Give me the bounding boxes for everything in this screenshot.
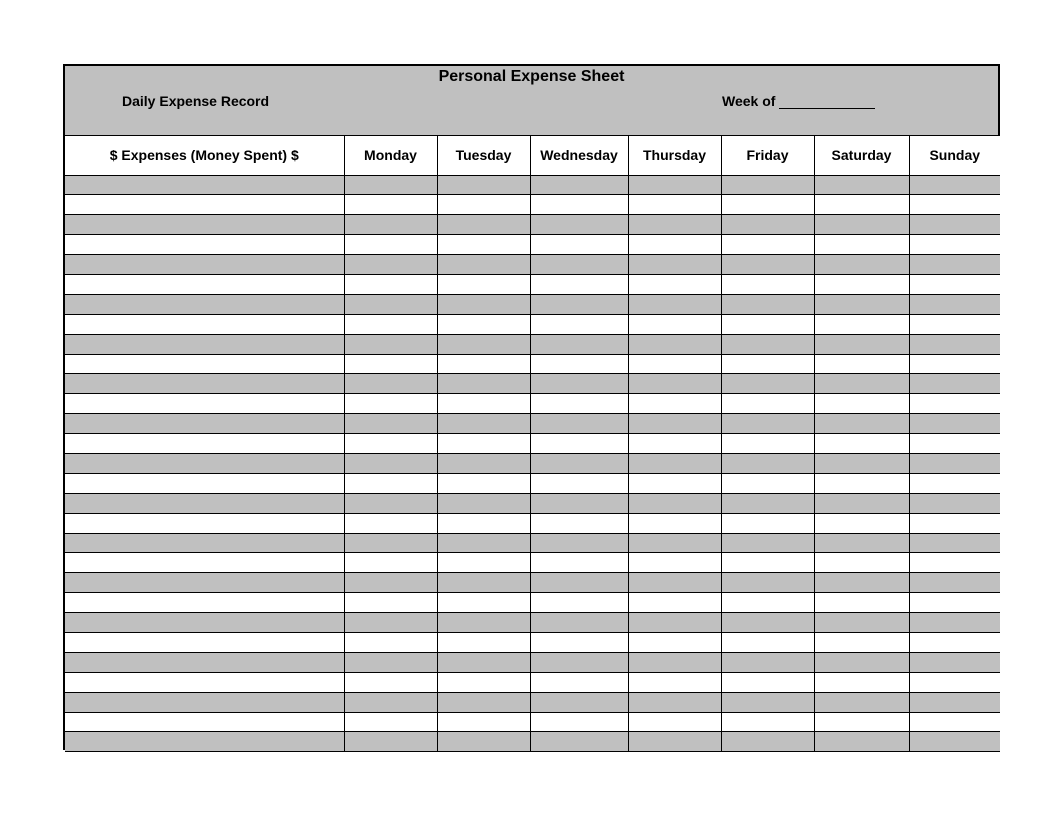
expense-cell[interactable]: [65, 632, 344, 652]
table-row: [65, 175, 1000, 195]
thursday-cell[interactable]: [628, 434, 721, 454]
tuesday-cell[interactable]: [437, 493, 530, 513]
friday-cell[interactable]: [721, 175, 814, 195]
monday-cell[interactable]: [344, 414, 437, 434]
saturday-cell[interactable]: [814, 334, 909, 354]
monday-cell[interactable]: [344, 712, 437, 732]
wednesday-cell[interactable]: [530, 314, 628, 334]
monday-cell[interactable]: [344, 573, 437, 593]
table-row: [65, 573, 1000, 593]
thursday-cell[interactable]: [628, 493, 721, 513]
wednesday-cell[interactable]: [530, 195, 628, 215]
wednesday-cell[interactable]: [530, 255, 628, 275]
wednesday-cell[interactable]: [530, 732, 628, 752]
wednesday-cell[interactable]: [530, 175, 628, 195]
wednesday-cell[interactable]: [530, 712, 628, 732]
monday-cell[interactable]: [344, 215, 437, 235]
tuesday-cell[interactable]: [437, 394, 530, 414]
monday-cell[interactable]: [344, 394, 437, 414]
saturday-cell[interactable]: [814, 294, 909, 314]
sunday-cell[interactable]: [909, 593, 1000, 613]
saturday-cell[interactable]: [814, 593, 909, 613]
monday-cell[interactable]: [344, 732, 437, 752]
monday-cell[interactable]: [344, 613, 437, 633]
saturday-cell[interactable]: [814, 274, 909, 294]
thursday-cell[interactable]: [628, 672, 721, 692]
tuesday-cell[interactable]: [437, 274, 530, 294]
wednesday-cell[interactable]: [530, 394, 628, 414]
week-of-blank[interactable]: [779, 94, 875, 109]
monday-cell[interactable]: [344, 195, 437, 215]
tuesday-cell[interactable]: [437, 434, 530, 454]
tuesday-cell[interactable]: [437, 652, 530, 672]
table-row: [65, 613, 1000, 633]
saturday-cell[interactable]: [814, 632, 909, 652]
sunday-cell[interactable]: [909, 235, 1000, 255]
sunday-cell[interactable]: [909, 553, 1000, 573]
table-row: [65, 632, 1000, 652]
expense-cell[interactable]: [65, 493, 344, 513]
table-row: [65, 473, 1000, 493]
sunday-cell[interactable]: [909, 513, 1000, 533]
sunday-cell[interactable]: [909, 672, 1000, 692]
sunday-cell[interactable]: [909, 652, 1000, 672]
table-row: [65, 195, 1000, 215]
table-row: [65, 394, 1000, 414]
sunday-cell[interactable]: [909, 613, 1000, 633]
friday-cell[interactable]: [721, 274, 814, 294]
column-header-monday: Monday: [344, 136, 437, 175]
tuesday-cell[interactable]: [437, 255, 530, 275]
monday-cell[interactable]: [344, 652, 437, 672]
table-row: [65, 374, 1000, 394]
table-row: [65, 652, 1000, 672]
monday-cell[interactable]: [344, 593, 437, 613]
friday-cell[interactable]: [721, 613, 814, 633]
friday-cell[interactable]: [721, 255, 814, 275]
sunday-cell[interactable]: [909, 394, 1000, 414]
wednesday-cell[interactable]: [530, 354, 628, 374]
monday-cell[interactable]: [344, 453, 437, 473]
expense-cell[interactable]: [65, 414, 344, 434]
expense-cell[interactable]: [65, 354, 344, 374]
wednesday-cell[interactable]: [530, 613, 628, 633]
sunday-cell[interactable]: [909, 493, 1000, 513]
monday-cell[interactable]: [344, 175, 437, 195]
wednesday-cell[interactable]: [530, 294, 628, 314]
expense-cell[interactable]: [65, 334, 344, 354]
wednesday-cell[interactable]: [530, 553, 628, 573]
wednesday-cell[interactable]: [530, 453, 628, 473]
sunday-cell[interactable]: [909, 175, 1000, 195]
monday-cell[interactable]: [344, 334, 437, 354]
table-row: [65, 593, 1000, 613]
expense-cell[interactable]: [65, 215, 344, 235]
thursday-cell[interactable]: [628, 414, 721, 434]
sunday-cell[interactable]: [909, 573, 1000, 593]
sunday-cell[interactable]: [909, 255, 1000, 275]
friday-cell[interactable]: [721, 652, 814, 672]
saturday-cell[interactable]: [814, 712, 909, 732]
table-row: [65, 732, 1000, 752]
wednesday-cell[interactable]: [530, 493, 628, 513]
tuesday-cell[interactable]: [437, 672, 530, 692]
expense-cell[interactable]: [65, 652, 344, 672]
friday-cell[interactable]: [721, 453, 814, 473]
thursday-cell[interactable]: [628, 394, 721, 414]
saturday-cell[interactable]: [814, 314, 909, 334]
tuesday-cell[interactable]: [437, 195, 530, 215]
thursday-cell[interactable]: [628, 314, 721, 334]
saturday-cell[interactable]: [814, 692, 909, 712]
saturday-cell[interactable]: [814, 573, 909, 593]
wednesday-cell[interactable]: [530, 374, 628, 394]
saturday-cell[interactable]: [814, 175, 909, 195]
monday-cell[interactable]: [344, 672, 437, 692]
wednesday-cell[interactable]: [530, 434, 628, 454]
wednesday-cell[interactable]: [530, 593, 628, 613]
friday-cell[interactable]: [721, 692, 814, 712]
wednesday-cell[interactable]: [530, 513, 628, 533]
wednesday-cell[interactable]: [530, 473, 628, 493]
sunday-cell[interactable]: [909, 414, 1000, 434]
expense-rows: [65, 175, 1000, 752]
thursday-cell[interactable]: [628, 334, 721, 354]
monday-cell[interactable]: [344, 314, 437, 334]
monday-cell[interactable]: [344, 274, 437, 294]
monday-cell[interactable]: [344, 294, 437, 314]
friday-cell[interactable]: [721, 354, 814, 374]
friday-cell[interactable]: [721, 513, 814, 533]
expense-cell[interactable]: [65, 732, 344, 752]
tuesday-cell[interactable]: [437, 712, 530, 732]
sunday-cell[interactable]: [909, 195, 1000, 215]
saturday-cell[interactable]: [814, 613, 909, 633]
thursday-cell[interactable]: [628, 692, 721, 712]
sunday-cell[interactable]: [909, 692, 1000, 712]
thursday-cell[interactable]: [628, 274, 721, 294]
tuesday-cell[interactable]: [437, 692, 530, 712]
thursday-cell[interactable]: [628, 573, 721, 593]
table-row: [65, 334, 1000, 354]
tuesday-cell[interactable]: [437, 473, 530, 493]
expense-cell[interactable]: [65, 473, 344, 493]
table-row: [65, 414, 1000, 434]
friday-cell[interactable]: [721, 294, 814, 314]
table-row: [65, 533, 1000, 553]
sunday-cell[interactable]: [909, 533, 1000, 553]
thursday-cell[interactable]: [628, 593, 721, 613]
friday-cell[interactable]: [721, 195, 814, 215]
expense-sheet: [63, 64, 1000, 750]
expense-cell[interactable]: [65, 593, 344, 613]
wednesday-cell[interactable]: [530, 652, 628, 672]
sunday-cell[interactable]: [909, 334, 1000, 354]
expense-cell[interactable]: [65, 274, 344, 294]
table-row: [65, 294, 1000, 314]
saturday-cell[interactable]: [814, 215, 909, 235]
thursday-cell[interactable]: [628, 652, 721, 672]
expense-cell[interactable]: [65, 553, 344, 573]
sunday-cell[interactable]: [909, 473, 1000, 493]
title-band: [65, 66, 998, 136]
tuesday-cell[interactable]: [437, 235, 530, 255]
thursday-cell[interactable]: [628, 175, 721, 195]
monday-cell[interactable]: [344, 374, 437, 394]
wednesday-cell[interactable]: [530, 692, 628, 712]
friday-cell[interactable]: [721, 394, 814, 414]
thursday-cell[interactable]: [628, 235, 721, 255]
monday-cell[interactable]: [344, 553, 437, 573]
table-row: [65, 493, 1000, 513]
week-of-label: Week of: [722, 93, 776, 109]
thursday-cell[interactable]: [628, 613, 721, 633]
thursday-cell[interactable]: [628, 513, 721, 533]
expense-cell[interactable]: [65, 235, 344, 255]
thursday-cell[interactable]: [628, 553, 721, 573]
table-row: [65, 672, 1000, 692]
saturday-cell[interactable]: [814, 473, 909, 493]
saturday-cell[interactable]: [814, 235, 909, 255]
monday-cell[interactable]: [344, 692, 437, 712]
tuesday-cell[interactable]: [437, 294, 530, 314]
tuesday-cell[interactable]: [437, 453, 530, 473]
column-header-thursday: Thursday: [628, 136, 721, 175]
saturday-cell[interactable]: [814, 414, 909, 434]
table-row: [65, 354, 1000, 374]
expense-cell[interactable]: [65, 573, 344, 593]
monday-cell[interactable]: [344, 493, 437, 513]
table-row: [65, 692, 1000, 712]
saturday-cell[interactable]: [814, 533, 909, 553]
tuesday-cell[interactable]: [437, 354, 530, 374]
wednesday-cell[interactable]: [530, 573, 628, 593]
thursday-cell[interactable]: [628, 354, 721, 374]
thursday-cell[interactable]: [628, 294, 721, 314]
monday-cell[interactable]: [344, 473, 437, 493]
tuesday-cell[interactable]: [437, 314, 530, 334]
expense-cell[interactable]: [65, 692, 344, 712]
friday-cell[interactable]: [721, 712, 814, 732]
friday-cell[interactable]: [721, 533, 814, 553]
wednesday-cell[interactable]: [530, 632, 628, 652]
expense-cell[interactable]: [65, 712, 344, 732]
expense-cell[interactable]: [65, 314, 344, 334]
tuesday-cell[interactable]: [437, 414, 530, 434]
table-row: [65, 553, 1000, 573]
sunday-cell[interactable]: [909, 712, 1000, 732]
friday-cell[interactable]: [721, 334, 814, 354]
column-header-expenses: $ Expenses (Money Spent) $: [65, 136, 344, 175]
table-row: [65, 274, 1000, 294]
expense-cell[interactable]: [65, 613, 344, 633]
friday-cell[interactable]: [721, 672, 814, 692]
wednesday-cell[interactable]: [530, 215, 628, 235]
expense-cell[interactable]: [65, 533, 344, 553]
saturday-cell[interactable]: [814, 374, 909, 394]
friday-cell[interactable]: [721, 235, 814, 255]
saturday-cell[interactable]: [814, 354, 909, 374]
friday-cell[interactable]: [721, 593, 814, 613]
tuesday-cell[interactable]: [437, 613, 530, 633]
column-header-friday: Friday: [721, 136, 814, 175]
week-of-field[interactable]: [722, 93, 875, 109]
expense-table: [65, 136, 1000, 752]
tuesday-cell[interactable]: [437, 632, 530, 652]
sunday-cell[interactable]: [909, 434, 1000, 454]
saturday-cell[interactable]: [814, 434, 909, 454]
header-row: [65, 136, 1000, 175]
table-row: [65, 434, 1000, 454]
expense-cell[interactable]: [65, 175, 344, 195]
monday-cell[interactable]: [344, 632, 437, 652]
sunday-cell[interactable]: [909, 632, 1000, 652]
sunday-cell[interactable]: [909, 453, 1000, 473]
table-row: [65, 513, 1000, 533]
saturday-cell[interactable]: [814, 732, 909, 752]
expense-cell[interactable]: [65, 195, 344, 215]
tuesday-cell[interactable]: [437, 374, 530, 394]
saturday-cell[interactable]: [814, 513, 909, 533]
sunday-cell[interactable]: [909, 294, 1000, 314]
sunday-cell[interactable]: [909, 354, 1000, 374]
tuesday-cell[interactable]: [437, 513, 530, 533]
wednesday-cell[interactable]: [530, 533, 628, 553]
saturday-cell[interactable]: [814, 493, 909, 513]
daily-expense-record-label: Daily Expense Record: [122, 93, 270, 109]
tuesday-cell[interactable]: [437, 334, 530, 354]
column-header-sunday: Sunday: [909, 136, 1000, 175]
monday-cell[interactable]: [344, 354, 437, 374]
sunday-cell[interactable]: [909, 215, 1000, 235]
expense-cell[interactable]: [65, 374, 344, 394]
friday-cell[interactable]: [721, 414, 814, 434]
table-row: [65, 215, 1000, 235]
friday-cell[interactable]: [721, 374, 814, 394]
tuesday-cell[interactable]: [437, 573, 530, 593]
thursday-cell[interactable]: [628, 712, 721, 732]
thursday-cell[interactable]: [628, 215, 721, 235]
tuesday-cell[interactable]: [437, 175, 530, 195]
tuesday-cell[interactable]: [437, 215, 530, 235]
wednesday-cell[interactable]: [530, 672, 628, 692]
friday-cell[interactable]: [721, 493, 814, 513]
sunday-cell[interactable]: [909, 732, 1000, 752]
sheet-title: Personal Expense Sheet: [438, 68, 625, 85]
friday-cell[interactable]: [721, 732, 814, 752]
expense-cell[interactable]: [65, 513, 344, 533]
thursday-cell[interactable]: [628, 195, 721, 215]
thursday-cell[interactable]: [628, 732, 721, 752]
expense-cell[interactable]: [65, 294, 344, 314]
saturday-cell[interactable]: [814, 394, 909, 414]
column-header-wednesday: Wednesday: [530, 136, 628, 175]
table-row: [65, 314, 1000, 334]
tuesday-cell[interactable]: [437, 553, 530, 573]
monday-cell[interactable]: [344, 533, 437, 553]
monday-cell[interactable]: [344, 235, 437, 255]
tuesday-cell[interactable]: [437, 732, 530, 752]
saturday-cell[interactable]: [814, 652, 909, 672]
wednesday-cell[interactable]: [530, 334, 628, 354]
thursday-cell[interactable]: [628, 453, 721, 473]
saturday-cell[interactable]: [814, 672, 909, 692]
friday-cell[interactable]: [721, 553, 814, 573]
saturday-cell[interactable]: [814, 553, 909, 573]
tuesday-cell[interactable]: [437, 533, 530, 553]
thursday-cell[interactable]: [628, 473, 721, 493]
thursday-cell[interactable]: [628, 533, 721, 553]
expense-cell[interactable]: [65, 434, 344, 454]
friday-cell[interactable]: [721, 632, 814, 652]
friday-cell[interactable]: [721, 215, 814, 235]
expense-cell[interactable]: [65, 255, 344, 275]
saturday-cell[interactable]: [814, 255, 909, 275]
thursday-cell[interactable]: [628, 632, 721, 652]
saturday-cell[interactable]: [814, 195, 909, 215]
friday-cell[interactable]: [721, 573, 814, 593]
monday-cell[interactable]: [344, 255, 437, 275]
thursday-cell[interactable]: [628, 374, 721, 394]
friday-cell[interactable]: [721, 434, 814, 454]
table-row: [65, 255, 1000, 275]
table-row: [65, 453, 1000, 473]
column-header-tuesday: Tuesday: [437, 136, 530, 175]
wednesday-cell[interactable]: [530, 274, 628, 294]
wednesday-cell[interactable]: [530, 414, 628, 434]
thursday-cell[interactable]: [628, 255, 721, 275]
wednesday-cell[interactable]: [530, 235, 628, 255]
friday-cell[interactable]: [721, 314, 814, 334]
tuesday-cell[interactable]: [437, 593, 530, 613]
expense-cell[interactable]: [65, 453, 344, 473]
saturday-cell[interactable]: [814, 453, 909, 473]
sunday-cell[interactable]: [909, 274, 1000, 294]
table-row: [65, 712, 1000, 732]
friday-cell[interactable]: [721, 473, 814, 493]
expense-cell[interactable]: [65, 394, 344, 414]
expense-cell[interactable]: [65, 672, 344, 692]
column-header-saturday: Saturday: [814, 136, 909, 175]
monday-cell[interactable]: [344, 434, 437, 454]
sunday-cell[interactable]: [909, 314, 1000, 334]
monday-cell[interactable]: [344, 513, 437, 533]
sunday-cell[interactable]: [909, 374, 1000, 394]
table-row: [65, 235, 1000, 255]
